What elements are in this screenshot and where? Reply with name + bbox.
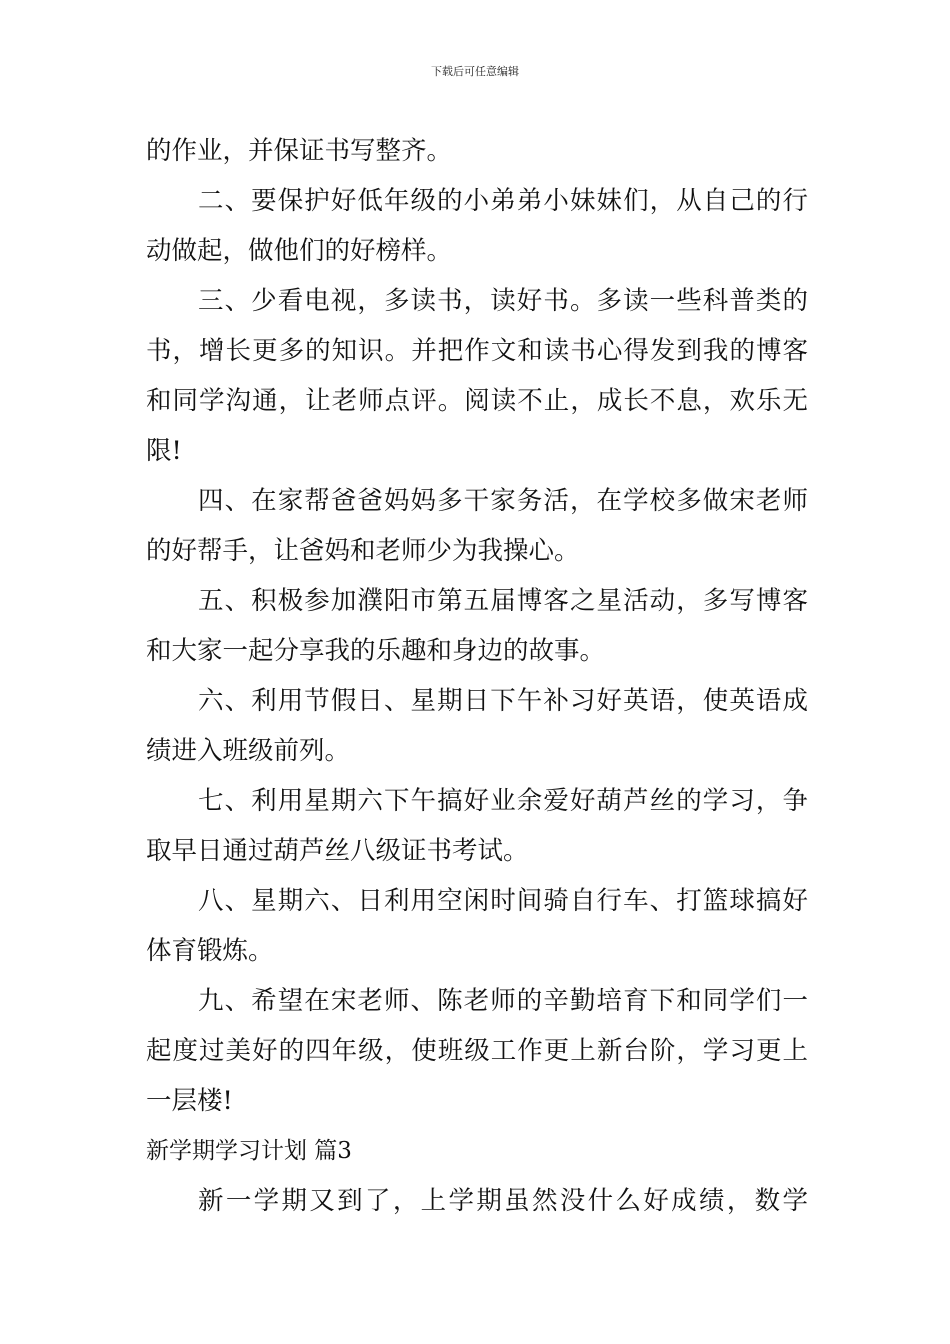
text-line: 三、少看电视，多读书，读好书。多读一些科普类的 bbox=[198, 286, 808, 316]
section-heading: 新学期学习计划 篇3 bbox=[146, 1138, 352, 1164]
text-line: 六、利用节假日、星期日下午补习好英语，使英语成 bbox=[198, 686, 808, 716]
text-line: 七、利用星期六下午搞好业余爱好葫芦丝的学习，争 bbox=[198, 786, 808, 816]
text-line: 的好帮手，让爸妈和老师少为我操心。 bbox=[146, 536, 580, 566]
text-line: 新一学期又到了，上学期虽然没什么好成绩，数学 bbox=[198, 1186, 808, 1216]
text-line: 五、积极参加濮阳市第五届博客之星活动，多写博客 bbox=[198, 586, 808, 616]
text-line: 起度过美好的四年级，使班级工作更上新台阶，学习更上 bbox=[146, 1036, 808, 1066]
text-line: 限! bbox=[146, 436, 182, 466]
text-line: 九、希望在宋老师、陈老师的辛勤培育下和同学们一 bbox=[198, 986, 808, 1016]
text-line: 的作业，并保证书写整齐。 bbox=[146, 136, 453, 166]
text-line: 和同学沟通，让老师点评。阅读不止，成长不息，欢乐无 bbox=[146, 386, 808, 416]
text-line: 二、要保护好低年级的小弟弟小妹妹们，从自己的行 bbox=[198, 186, 808, 216]
document-body bbox=[146, 126, 808, 1226]
text-line: 八、星期六、日利用空闲时间骑自行车、打篮球搞好 bbox=[198, 886, 808, 916]
text-line: 动做起，做他们的好榜样。 bbox=[146, 236, 453, 266]
text-line: 一层楼! bbox=[146, 1086, 233, 1116]
text-line: 取早日通过葫芦丝八级证书考试。 bbox=[146, 836, 529, 866]
page-header-note: 下载后可任意编辑 bbox=[431, 65, 519, 78]
text-line: 和大家一起分享我的乐趣和身边的故事。 bbox=[146, 636, 606, 666]
text-line: 书，增长更多的知识。并把作文和读书心得发到我的博客 bbox=[146, 336, 808, 366]
text-line: 绩进入班级前列。 bbox=[146, 736, 351, 766]
text-line: 四、在家帮爸爸妈妈多干家务活，在学校多做宋老师 bbox=[198, 486, 808, 516]
text-line: 体育锻炼。 bbox=[146, 936, 274, 966]
